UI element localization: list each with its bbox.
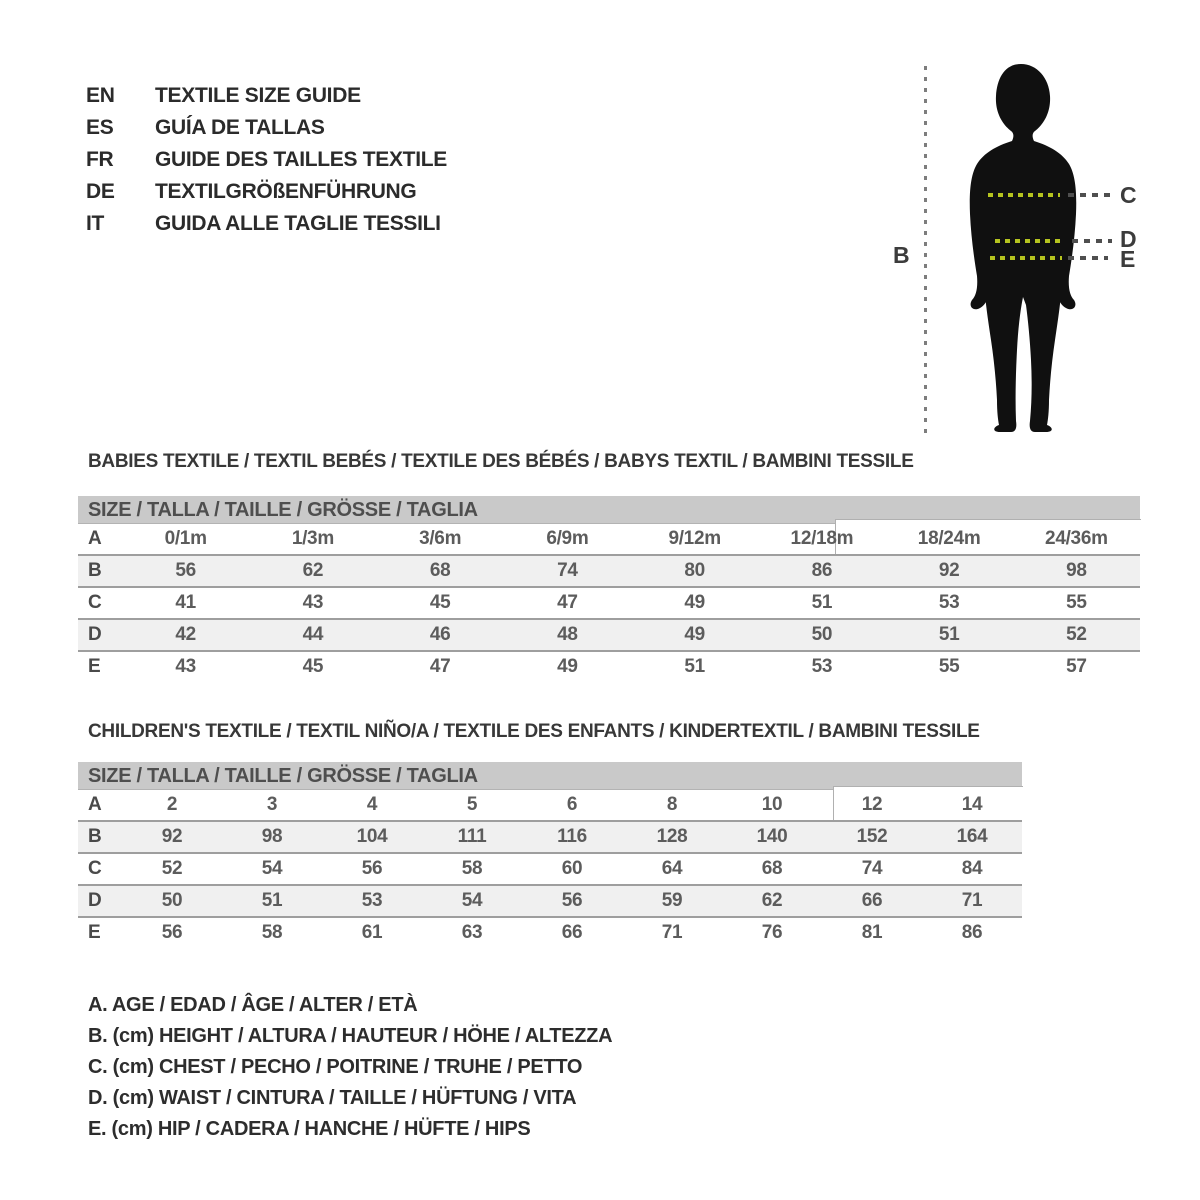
size-cell: 24/36m	[1045, 528, 1108, 549]
table-row	[78, 821, 1022, 853]
size-cell: 68	[377, 555, 504, 587]
size-cell: 49	[631, 587, 758, 619]
size-cell: 56	[322, 853, 422, 885]
measurement-legend	[88, 990, 612, 1145]
size-cell: 71	[622, 917, 722, 948]
size-cell: 4	[366, 794, 378, 815]
size-cell: 6/9m	[546, 528, 589, 549]
size-cell: 92	[886, 555, 1013, 587]
height-measure-line	[924, 66, 927, 438]
babies-section-heading: BABIES TEXTILE / TEXTIL BEBÉS / TEXTILE DES BÉBÉS / BABYS TEXTIL / BAMBINI TESSILE	[88, 451, 914, 472]
row-label: A	[88, 794, 102, 815]
size-cell: 1/3m	[291, 528, 334, 549]
size-cell: 6	[566, 794, 578, 815]
language-guide-title: TEXTILGRÖßENFÜHRUNG	[155, 180, 417, 203]
hip-leader-line	[1068, 256, 1108, 260]
size-cell: 66	[522, 917, 622, 948]
waist-line-label: D	[1120, 226, 1137, 252]
size-cell: 53	[322, 885, 422, 917]
language-guide-title: TEXTILE SIZE GUIDE	[155, 84, 361, 107]
table-row	[78, 885, 1022, 917]
size-cell: 60	[522, 853, 622, 885]
babies-table-header: SIZE / TALLA / TAILLE / GRÖSSE / TAGLIA	[78, 496, 1140, 524]
size-cell: 53	[758, 651, 885, 682]
table-row	[78, 555, 1140, 587]
size-cell: 53	[886, 587, 1013, 619]
row-label: E	[78, 917, 122, 948]
size-cell: 18/24m	[917, 528, 981, 549]
waist-leader-line	[1072, 239, 1112, 243]
row-label: E	[78, 651, 122, 682]
size-cell: 86	[922, 917, 1022, 948]
hip-measure-line	[990, 256, 1062, 260]
chest-line-label: C	[1120, 182, 1137, 208]
size-cell: 12	[861, 794, 883, 815]
size-cell: 44	[249, 619, 376, 651]
table-row	[78, 587, 1140, 619]
size-cell: 63	[422, 917, 522, 948]
legend-line: C. (cm) CHEST / PECHO / POITRINE / TRUHE / PETTO	[88, 1056, 583, 1078]
size-cell: 49	[631, 619, 758, 651]
size-cell: 47	[377, 651, 504, 682]
size-cell: 80	[631, 555, 758, 587]
size-cell: 56	[122, 917, 222, 948]
row-label: B	[78, 555, 122, 587]
size-cell: 128	[622, 821, 722, 853]
size-cell: 45	[377, 587, 504, 619]
size-cell: 3	[266, 794, 278, 815]
legend-line: E. (cm) HIP / CADERA / HANCHE / HÜFTE / HIPS	[88, 1118, 531, 1140]
size-cell: 52	[122, 853, 222, 885]
size-cell: 45	[249, 651, 376, 682]
size-cell: 98	[222, 821, 322, 853]
legend-line: B. (cm) HEIGHT / ALTURA / HAUTEUR / HÖHE / ALTEZZA	[88, 1025, 613, 1047]
size-cell: 2	[166, 794, 178, 815]
size-cell: 104	[322, 821, 422, 853]
legend-line: A. AGE / EDAD / ÂGE / ALTER / ETÀ	[88, 994, 418, 1016]
children-size-table	[78, 762, 1022, 948]
table-row	[78, 619, 1140, 651]
size-cell: 66	[822, 885, 922, 917]
size-cell: 116	[522, 821, 622, 853]
children-table-header: SIZE / TALLA / TAILLE / GRÖSSE / TAGLIA	[78, 762, 1022, 790]
size-cell: 49	[504, 651, 631, 682]
size-cell: 10	[761, 794, 783, 815]
row-label: C	[78, 853, 122, 885]
size-cell: 59	[622, 885, 722, 917]
size-cell: 54	[422, 885, 522, 917]
table-row	[78, 651, 1140, 682]
size-cell: 52	[1013, 619, 1140, 651]
size-cell: 12/18m	[790, 528, 854, 549]
size-cell: 140	[722, 821, 822, 853]
height-line-label: B	[893, 242, 910, 268]
language-code: EN	[86, 84, 115, 107]
size-cell: 48	[504, 619, 631, 651]
chest-leader-line	[1068, 193, 1114, 197]
language-code: ES	[86, 116, 114, 139]
size-cell: 0/1m	[164, 528, 207, 549]
language-guide-title: GUIDE DES TAILLES TEXTILE	[155, 148, 447, 171]
child-silhouette	[880, 40, 1200, 460]
row-label: C	[78, 587, 122, 619]
row-label: A	[88, 528, 102, 549]
size-cell: 61	[322, 917, 422, 948]
size-cell: 71	[922, 885, 1022, 917]
size-cell: 50	[122, 885, 222, 917]
size-cell: 81	[822, 917, 922, 948]
size-cell: 41	[122, 587, 249, 619]
language-guide-title: GUÍA DE TALLAS	[155, 116, 325, 139]
table-row	[78, 790, 1022, 821]
language-code: DE	[86, 180, 115, 203]
row-label: B	[78, 821, 122, 853]
legend-line: D. (cm) WAIST / CINTURA / TAILLE / HÜFTUNG / VITA	[88, 1087, 577, 1109]
size-cell: 58	[222, 917, 322, 948]
language-guide-title: GUIDA ALLE TAGLIE TESSILI	[155, 212, 441, 235]
table-row	[78, 524, 1140, 555]
size-cell: 51	[886, 619, 1013, 651]
size-cell: 56	[522, 885, 622, 917]
size-cell: 47	[504, 587, 631, 619]
hip-line-label: E	[1120, 246, 1136, 272]
size-cell: 14	[961, 794, 983, 815]
size-cell: 98	[1013, 555, 1140, 587]
size-cell: 92	[122, 821, 222, 853]
size-cell: 74	[822, 853, 922, 885]
size-cell: 86	[758, 555, 885, 587]
size-cell: 3/6m	[419, 528, 462, 549]
size-cell: 43	[122, 651, 249, 682]
size-cell: 51	[222, 885, 322, 917]
size-cell: 51	[758, 587, 885, 619]
children-section-heading: CHILDREN'S TEXTILE / TEXTIL NIÑO/A / TEXTILE DES ENFANTS / KINDERTEXTIL / BAMBINI TESSILE	[88, 721, 980, 742]
table-row	[78, 853, 1022, 885]
babies-size-table	[78, 496, 1140, 682]
chest-measure-line	[988, 193, 1060, 197]
language-code: IT	[86, 212, 105, 235]
size-cell: 57	[1013, 651, 1140, 682]
size-cell: 9/12m	[668, 528, 721, 549]
size-cell: 46	[377, 619, 504, 651]
size-cell: 55	[886, 651, 1013, 682]
size-cell: 62	[722, 885, 822, 917]
size-cell: 55	[1013, 587, 1140, 619]
size-cell: 8	[666, 794, 678, 815]
language-code: FR	[86, 148, 114, 171]
size-cell: 50	[758, 619, 885, 651]
size-cell: 58	[422, 853, 522, 885]
size-cell: 51	[631, 651, 758, 682]
measurement-figure	[0, 0, 1200, 450]
waist-measure-line	[995, 239, 1061, 243]
row-label: D	[78, 619, 122, 651]
size-cell: 5	[466, 794, 478, 815]
size-cell: 42	[122, 619, 249, 651]
size-cell: 152	[822, 821, 922, 853]
size-cell: 54	[222, 853, 322, 885]
size-cell: 164	[922, 821, 1022, 853]
size-cell: 56	[122, 555, 249, 587]
size-cell: 84	[922, 853, 1022, 885]
size-cell: 62	[249, 555, 376, 587]
row-label: D	[78, 885, 122, 917]
size-cell: 43	[249, 587, 376, 619]
size-cell: 64	[622, 853, 722, 885]
size-cell: 76	[722, 917, 822, 948]
size-cell: 68	[722, 853, 822, 885]
size-cell: 74	[504, 555, 631, 587]
table-row	[78, 917, 1022, 948]
size-cell: 111	[422, 821, 522, 853]
